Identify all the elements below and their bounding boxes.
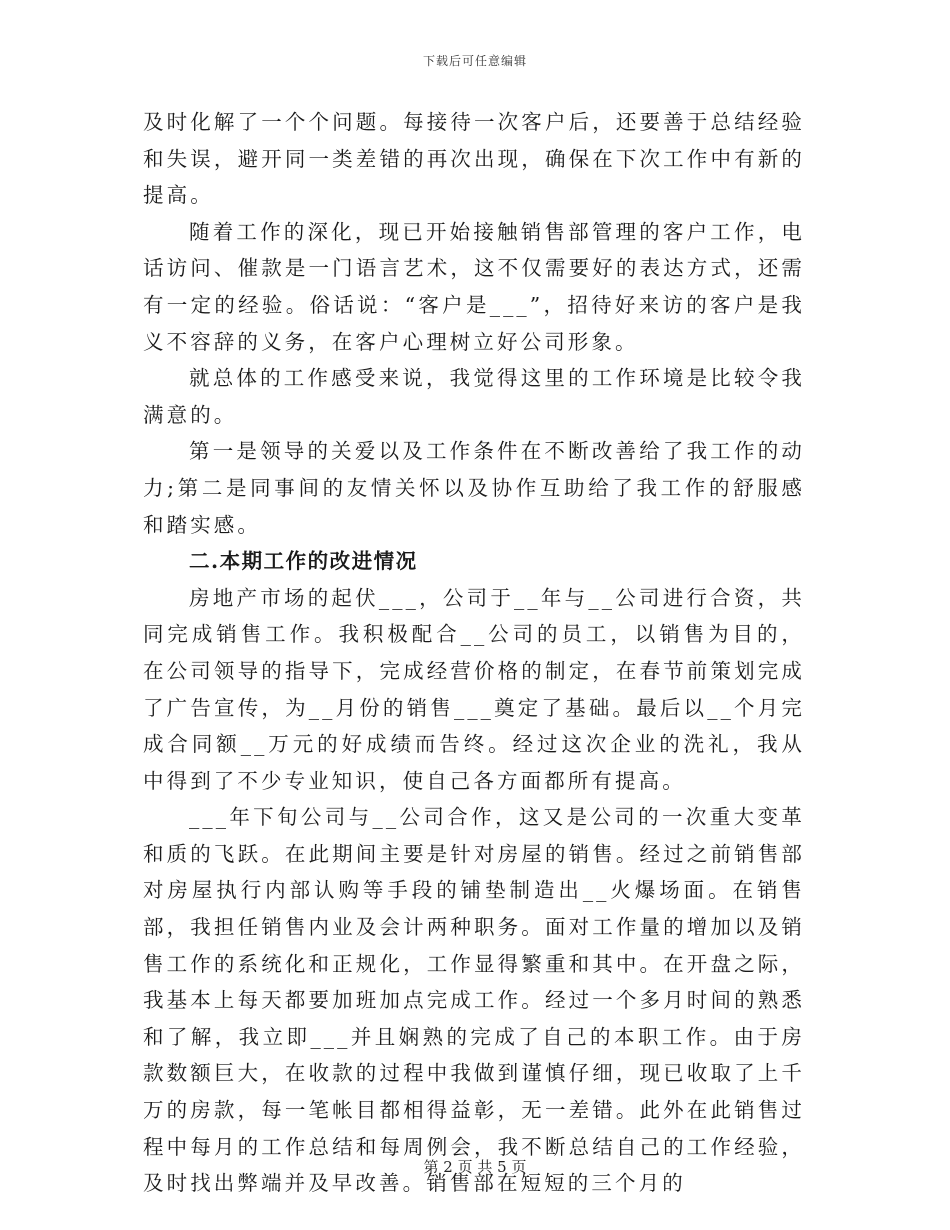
paragraph-3: 就总体的工作感受来说，我觉得这里的工作环境是比较令我满意的。 xyxy=(143,366,805,427)
document-body xyxy=(143,104,805,1202)
page-header: 下载后可任意编辑 xyxy=(422,54,527,68)
paragraph-6: ___年下旬公司与__公司合作，这又是公司的一次重大变革和质的飞跃。在此期间主要是针对房屋的销售。经过之前销售部对房屋执行内部认购等手段的铺垫制造出__火爆场面。在销售部，我担任销售内业及会计两种职务。面对工作量的增加以及销售工作的系统化和正规化，工作显得繁重和其中。在开盘之际，我基本上每天都要加班加点完成工作。经过一个多月时间的熟悉和了解，我立即___并且娴熟的完成了自己的本职工作。由于房款数额巨大，在收款的过程中我做到谨慎仔细，现已收取了上千万的房款，每一笔帐目都相得益彰，无一差错。此外在此销售过程中每月的工作总结和每周例会，我不断总结自己的工作经验，及时找出弊端并及早改善。销售部在短短的三个月的 xyxy=(143,805,805,1196)
paragraph-1: 及时化解了一个个问题。每接待一次客户后，还要善于总结经验和失误，避开同一类差错的再次出现，确保在下次工作中有新的提高。 xyxy=(143,110,805,208)
paragraph-2: 随着工作的深化，现已开始接触销售部管理的客户工作，电话访问、催款是一门语言艺术，这不仅需要好的表达方式，还需有一定的经验。俗话说：“客户是___”，招待好来访的客户是我义不容辞的义务，在客户心理树立好公司形象。 xyxy=(143,219,805,354)
paragraph-5: 房地产市场的起伏___，公司于__年与__公司进行合资，共同完成销售工作。我积极配合__公司的员工，以销售为目的，在公司领导的指导下，完成经营价格的制定，在春节前策划完成了广告宣传，为__月份的销售___奠定了基础。最后以__个月完成合同额__万元的好成绩而告终。经过这次企业的洗礼，我从中得到了不少专业知识，使自己各方面都所有提高。 xyxy=(143,585,805,793)
page-number: 第 2 页 共 5 页 xyxy=(423,1158,527,1176)
section-heading: 二.本期工作的改进情况 xyxy=(189,549,418,574)
paragraph-4: 第一是领导的关爱以及工作条件在不断改善给了我工作的动力;第二是同事间的友情关怀以及协作互助给了我工作的舒服感和踏实感。 xyxy=(143,439,805,537)
